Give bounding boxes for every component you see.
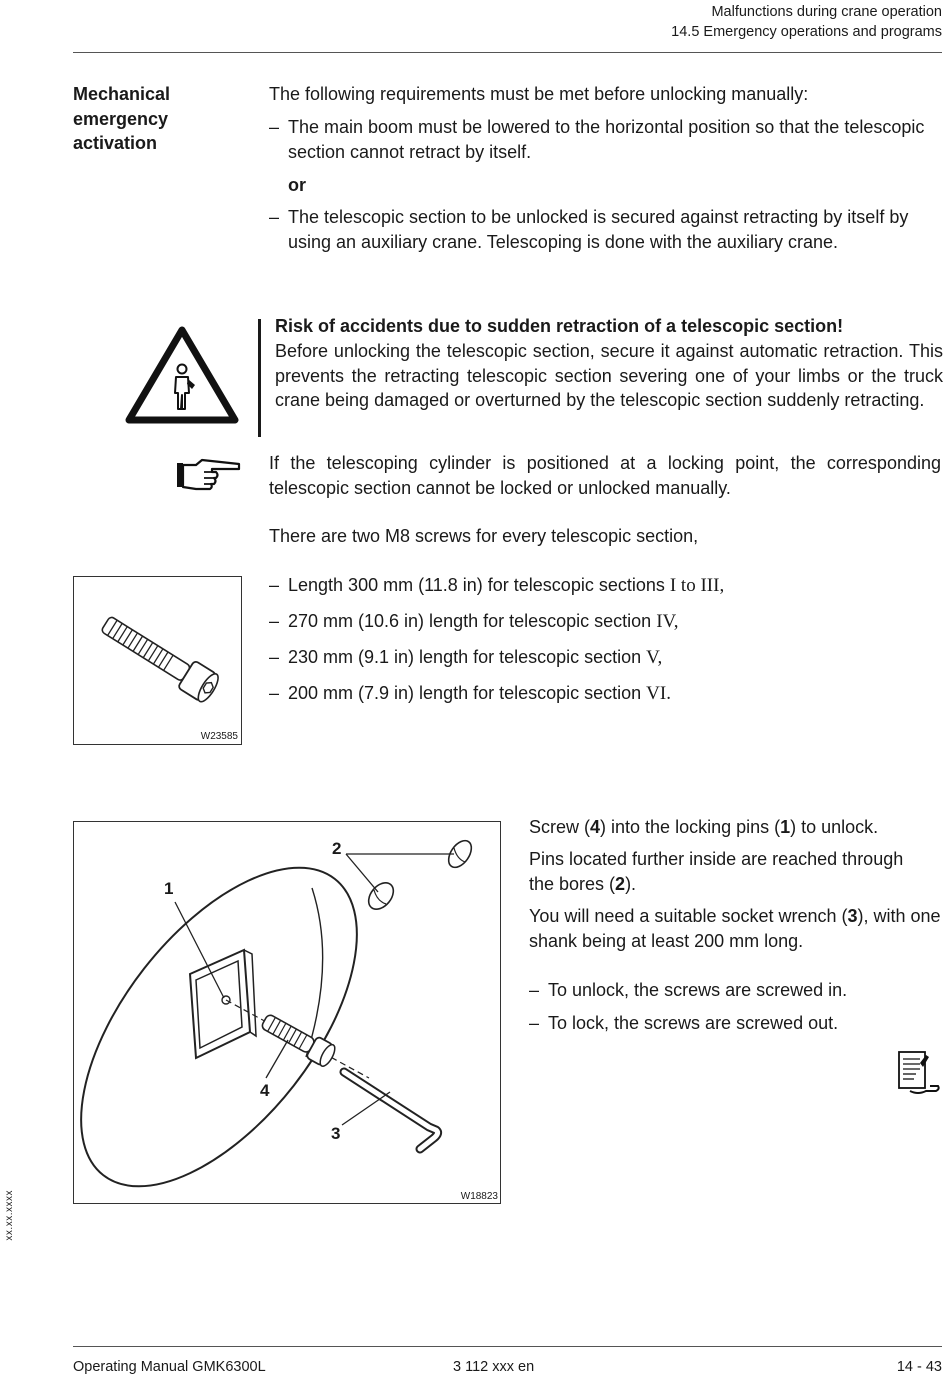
locking-pin-figure [73, 821, 501, 1204]
screw-length-2-text: 270 mm (10.6 in) length for telescopic section [288, 611, 657, 631]
unlock-p1-ref-screw: 4 [590, 817, 601, 837]
unlock-paragraph-3 [529, 904, 941, 953]
requirements-intro: The following requirements must be met before unlocking manually: [269, 84, 809, 104]
locking-pin-figure-label: W18823 [460, 1191, 498, 1202]
unlock-item-2: – To lock, the screws are screwed out. [529, 1011, 941, 1036]
requirement-item-1-text: The main boom must be lowered to the horizontal position so that the telescopic section cannot retract by itself. [288, 117, 925, 162]
callout-3-socket-wrench: 3 [331, 1124, 341, 1143]
pointing-hand-icon [176, 456, 242, 492]
screw-length-2-section: IV [656, 611, 674, 632]
warning-title: Risk of accidents due to sudden retraction of a telescopic section! [275, 316, 844, 336]
screw-length-3-section: V [646, 647, 658, 668]
unlock-item-1-text: To unlock, the screws are screwed in. [548, 980, 848, 1000]
screw-length-2-punct: , [673, 611, 679, 632]
unlock-p3-a: You will need a suitable socket wrench ( [529, 906, 848, 926]
unlock-p3-ref-wrench: 3 [847, 906, 858, 926]
footer-page-number: 14 - 43 [896, 1359, 942, 1375]
callout-4-screw: 4 [260, 1081, 270, 1100]
unlock-item-1: – To unlock, the screws are screwed in. [529, 978, 941, 1003]
section-title: Mechanical emergency activation [73, 84, 171, 153]
requirement-item-2: – The telescopic section to be unlocked is secured against retracting by itself by using an auxiliary crane. Telescoping is done with the auxiliary crane. [269, 205, 939, 254]
callout-2-bores: 2 [332, 839, 342, 858]
unlock-paragraph-2 [529, 847, 929, 896]
screw-length-item-3: – 230 mm (9.1 in) length for telescopic section V, [269, 647, 663, 668]
note-text: If the telescoping cylinder is positioned at a locking point, the corresponding telescopic section cannot be locked or unlocked manually. [269, 453, 941, 498]
screw-figure [73, 576, 242, 745]
screw-length-item-2: – 270 mm (10.6 in) length for telescopic section IV, [269, 611, 679, 632]
unlock-item-2-text: To lock, the screws are screwed out. [548, 1013, 839, 1033]
screw-length-4-text: 200 mm (7.9 in) length for telescopic section [288, 683, 647, 703]
locking-pin-drawing [74, 822, 500, 1203]
screw-length-item-1: – Length 300 mm (11.8 in) for telescopic sections I to III, [269, 575, 725, 596]
requirement-item-1: – The main boom must be lowered to the horizontal position so that the telescopic section cannot retract by itself. [269, 115, 939, 164]
unlock-p2-a: Pins located further inside are reached through the bores ( [529, 849, 904, 894]
warning-bar [258, 319, 261, 437]
footer-document-number: 3 112 xxx en [453, 1359, 535, 1375]
screws-intro: There are two M8 screws for every telescopic section, [269, 526, 699, 546]
unlock-paragraph-1 [529, 815, 941, 840]
unlock-p3-c: ), with one shank being at least 200 mm long. [529, 906, 941, 951]
header-rule [73, 52, 942, 53]
footer-rule [73, 1346, 942, 1347]
unlock-p1-ref-pin: 1 [780, 817, 791, 837]
screw-length-4-punct: . [666, 683, 671, 704]
screw-length-3-text: 230 mm (9.1 in) length for telescopic section [288, 647, 647, 667]
document-date-code: xx.xx.xxxx [4, 1190, 15, 1241]
screw-figure-label: W23585 [200, 731, 238, 742]
or-label: or [288, 175, 306, 195]
screw-length-1-punct: , [719, 575, 725, 596]
header-section: 14.5 Emergency operations and programs [671, 24, 942, 40]
unlock-p1-c: ) into the locking pins ( [600, 817, 781, 837]
callout-1-locking-pin: 1 [164, 879, 174, 898]
screw-length-1-section: I to III [669, 575, 720, 596]
unlock-p2-c: ). [625, 873, 637, 894]
screw-length-3-punct: , [657, 647, 663, 668]
unlock-p2-ref-bores: 2 [615, 873, 626, 894]
procedure-end-icon [896, 1049, 942, 1097]
footer-manual-title: Operating Manual GMK6300L [73, 1359, 266, 1375]
header-chapter: Malfunctions during crane operation [711, 4, 942, 20]
warning-text: Before unlocking the telescopic section, secure it against automatic retraction. This prevents the retracting telescopic section severing one of your limbs or the truck crane being damaged or overturned by the telescopic section suddenly retracting. [275, 341, 943, 410]
unlock-p1-a: Screw ( [529, 817, 591, 837]
screw-length-1-text: Length 300 mm (11.8 in) for telescopic sections [288, 575, 670, 595]
screw-length-4-section: VI [646, 683, 667, 704]
unlock-p1-d: ) to unlock. [790, 817, 879, 837]
m8-screw-drawing [74, 577, 241, 744]
screw-length-item-4: – 200 mm (7.9 in) length for telescopic section VI. [269, 683, 671, 704]
danger-person-warning-icon [125, 325, 239, 425]
requirement-item-2-text: The telescopic section to be unlocked is secured against retracting by itself by using an auxiliary crane. Telescoping is done with the auxiliary crane. [288, 207, 909, 252]
